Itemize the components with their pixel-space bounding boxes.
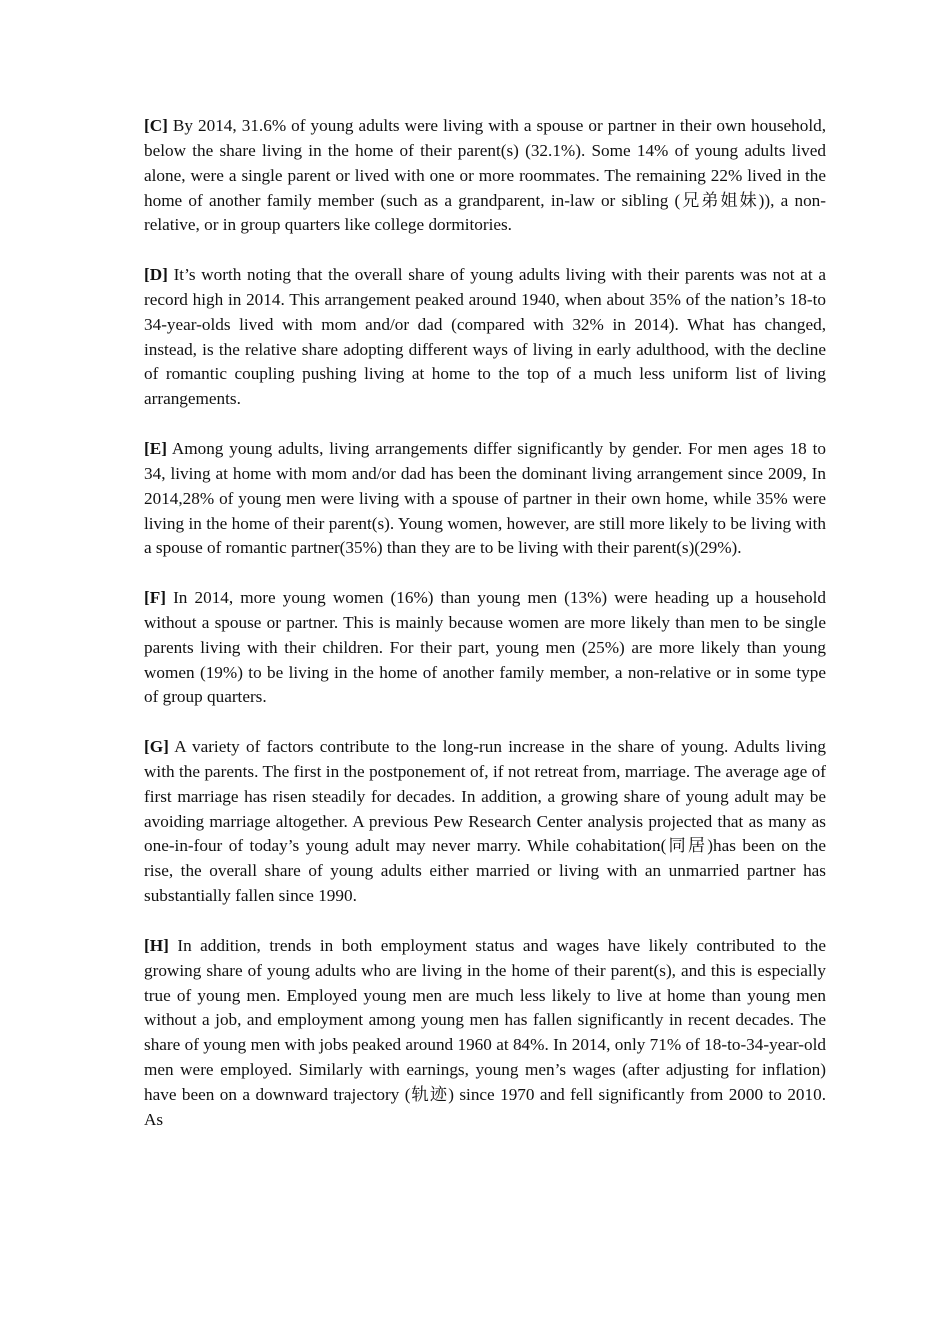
paragraph-g xyxy=(144,735,826,909)
paragraph-e xyxy=(144,437,826,561)
paragraph-f xyxy=(144,586,826,710)
paragraph-label: [D] xyxy=(144,265,168,285)
paragraph-c xyxy=(144,114,826,238)
paragraph-text: Among young adults, living arrangements differ significantly by gender. For men ages 18 to 34, living at home with mom and/or dad has been the dominant living arrangement since 2009, In 2014,28% of young men were living with a spouse of partner in their own home, while 35% were living in the home of their parent(s). Young women, however, are still more likely to be living with a spouse of romantic partner(35%) than they are to be living with their parent(s)(29%). xyxy=(144,438,826,558)
paragraph-label: [G] xyxy=(144,737,169,757)
paragraph-text: In 2014, more young women (16%) than young men (13%) were heading up a household without a spouse or partner. This is mainly because women are more likely than men to be single parents living with their children. For their part, young men (25%) are more likely than young women (19%) to be living in the home of another family member, a non-relative or in some type of group quarters. xyxy=(144,588,826,707)
paragraph-text: By 2014, 31.6% of young adults were living with a spouse or partner in their own household, below the share living in the home of their parent(s) (32.1%). Some 14% of young adults lived alone, were a single parent or lived with one or more roommates. The remaining 22% lived in the home of another family member (such as a grandparent, in-law or sibling (兄弟姐妹)), a non-relative, or in group quarters like college dormitories. xyxy=(144,116,826,235)
paragraph-text: A variety of factors contribute to the long-run increase in the share of young. Adults living with the parents. The first in the postponement of, if not retreat from, marriage. The average age of first marriage has risen steadily for decades. In addition, a growing share of young adult may be avoiding marriage altogether. A previous Pew Research Center analysis projected that as many as one-in-four of today’s young adult may never marry. While cohabitation(同居)has been on the rise, the overall share of young adults either married or living with an unmarried partner has substantially fallen since 1990. xyxy=(144,737,826,906)
document-page xyxy=(144,114,826,1157)
paragraph-label: [C] xyxy=(144,116,168,135)
paragraph-text: In addition, trends in both employment status and wages have likely contributed to the growing share of young adults who are living in the home of their parent(s), and this is especially true of young men. Employed young men are much less likely to live at home than young men without a job, and employment among young men has fallen significantly in recent decades. The share of young men with jobs peaked around 1960 at 84%. In 2014, only 71% of 18-to-34-year-old men were employed. Similarly with earnings, young men’s wages (after adjusting for inflation) have been on a downward trajectory (轨迹) since 1970 and fell significantly from 2000 to 2010. As xyxy=(144,935,826,1129)
paragraph-d xyxy=(144,263,826,412)
paragraph-label: [F] xyxy=(144,588,166,608)
paragraph-text: It’s worth noting that the overall share of young adults living with their parents was not at a record high in 2014. This arrangement peaked around 1940, when about 35% of the nation’s 18-to 34-year-olds lived with mom and/or dad (compared with 32% in 2014). What has changed, instead, is the relative share adopting different ways of living in early adulthood, with the decline of romantic coupling pushing living at home to the top of a much less uniform list of living arrangements. xyxy=(144,265,826,409)
paragraph-label: [E] xyxy=(144,438,167,458)
paragraph-label: [H] xyxy=(144,935,169,955)
paragraph-h xyxy=(144,934,826,1133)
